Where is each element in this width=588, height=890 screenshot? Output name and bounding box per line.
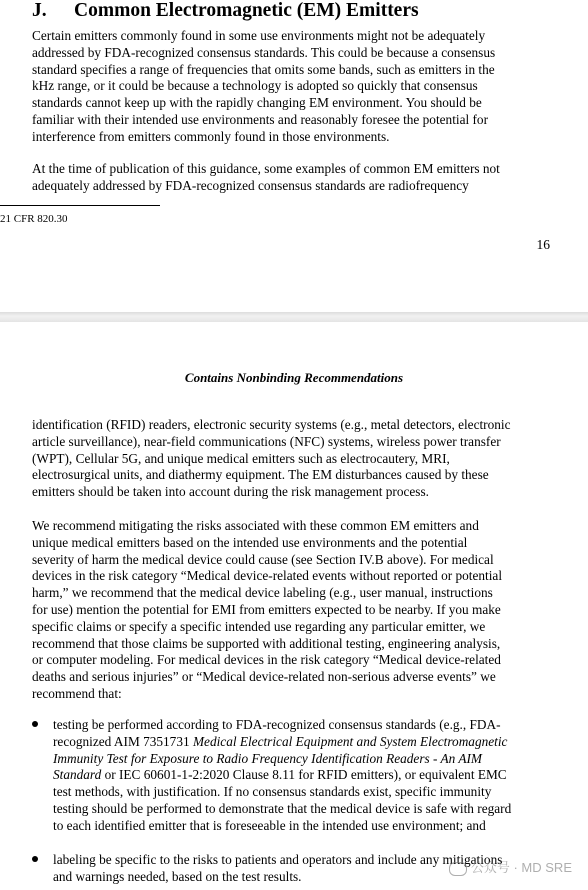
text-line: kHz range, or it could be because a technology is adopted so quickly that consensus: [32, 78, 478, 94]
text-line: emitters should be taken into account during the risk management process.: [32, 484, 429, 500]
standard-title-italic: Immunity Test for Exposure to Radio Frequency Identification Readers - An AIM: [53, 750, 482, 766]
text-line: labeling be specific to the risks to patients and operators and include any mitigations: [53, 852, 503, 867]
text-line: test methods, with justification. If no consensus standards exist, specific immunity: [53, 784, 492, 800]
watermark-text: 公众号 · MD SRE: [470, 860, 572, 875]
paragraph-emitters-list: [32, 417, 552, 501]
text-run: recognized AIM 7351731: [53, 733, 193, 749]
standard-title-italic: Standard: [53, 767, 102, 783]
text-run: or IEC 60601-1-2:2020 Clause 8.11 for RFID emitters), or equivalent EMC: [101, 767, 507, 783]
text-line: [53, 734, 563, 751]
document-page-17: [0, 322, 588, 890]
text-line: unique medical emitters based on the intended use environments and the potential: [32, 534, 468, 550]
text-line: At the time of publication of this guidance, some examples of common EM emitters not: [32, 161, 500, 176]
text-line: familiar with their intended use environments and reasonably foresee the potential for: [32, 111, 489, 127]
text-line: Certain emitters commonly found in some use environments might not be adequately: [32, 28, 486, 43]
text-line: specific claims or specify a specific intended use regarding any particular emitter, we: [32, 618, 486, 634]
text-line: interference from emitters commonly found in those environments.: [32, 128, 390, 144]
text-line: and warnings needed, based on the test results.: [53, 868, 302, 884]
document-page-16: [0, 0, 588, 312]
text-line: or computer modeling. For medical devices in the risk category “Medical device-related: [32, 652, 501, 668]
text-line: We recommend mitigating the risks associated with these common EM emitters and: [32, 518, 479, 533]
text-line: standard specifies a range of frequencies that omits some bands, such as emitters in the: [32, 61, 495, 77]
text-line: recommend that those claims be supported with additional testing, engineering analysis,: [32, 635, 501, 651]
footnote-divider: [0, 205, 160, 206]
text-line: article surveillance), near-field communications (NFC) systems, wireless power transfer: [32, 433, 501, 449]
paragraph-examples-start: [32, 161, 552, 195]
text-line: devices in the risk category “Medical device-related events without reported or potential: [32, 568, 503, 584]
page-separator: [0, 312, 588, 322]
text-line: standards cannot keep up with the rapidly changing EM environment. You should be: [32, 95, 482, 111]
paragraph-recommendations: [32, 518, 552, 703]
section-letter: J.: [32, 0, 47, 21]
watermark: [449, 857, 572, 876]
text-line: deaths and serious injuries” or “Medical device-related non-serious adverse events” we: [32, 669, 496, 685]
paragraph-intro: [32, 28, 552, 146]
text-line: for use) mention the potential for EMI from emitters expected to be nearby. If you make: [32, 601, 501, 617]
text-line: identification (RFID) readers, electronic security systems (e.g., metal detectors, electronic: [32, 417, 511, 432]
text-line: testing be performed according to FDA-recognized consensus standards (e.g., FDA-: [53, 717, 501, 732]
text-line: [53, 767, 563, 784]
text-line: to each identified emitter that is foreseeable in the intended use environment; and: [53, 817, 486, 833]
text-line: recommend that:: [32, 685, 122, 701]
text-line: severity of harm the medical device could cause (see Section IV.B above). For medical: [32, 551, 494, 567]
text-line: adequately addressed by FDA-recognized consensus standards are radiofrequency: [32, 177, 469, 193]
text-line: electrosurgical units, and diathermy equipment. The EM disturbances caused by these: [32, 467, 489, 483]
text-line: addressed by FDA-recognized consensus standards. This could be because a consensus: [32, 44, 496, 60]
text-line: testing should be performed to demonstrate that the medical device is safe with regard: [53, 800, 512, 816]
page-header: Contains Nonbinding Recommendations: [184, 370, 404, 385]
bullet-icon: [32, 856, 38, 862]
footnote: 21 CFR 820.30: [0, 213, 68, 225]
text-line: (WPT), Cellular 5G, and unique medical emitters such as electrocautery, MRI,: [32, 450, 450, 466]
section-heading: [32, 0, 419, 22]
text-line: harm,” we recommend that the medical device labeling (e.g., user manual, instructions: [32, 585, 493, 601]
wechat-icon: [449, 862, 467, 876]
section-title: Common Electromagnetic (EM) Emitters: [74, 0, 419, 21]
standard-title-italic: Medical Electrical Equipment and System Electromagnetic: [192, 733, 508, 749]
page-number: 16: [536, 237, 550, 252]
bullet-icon: [32, 721, 38, 727]
bullet-text: [53, 717, 563, 835]
